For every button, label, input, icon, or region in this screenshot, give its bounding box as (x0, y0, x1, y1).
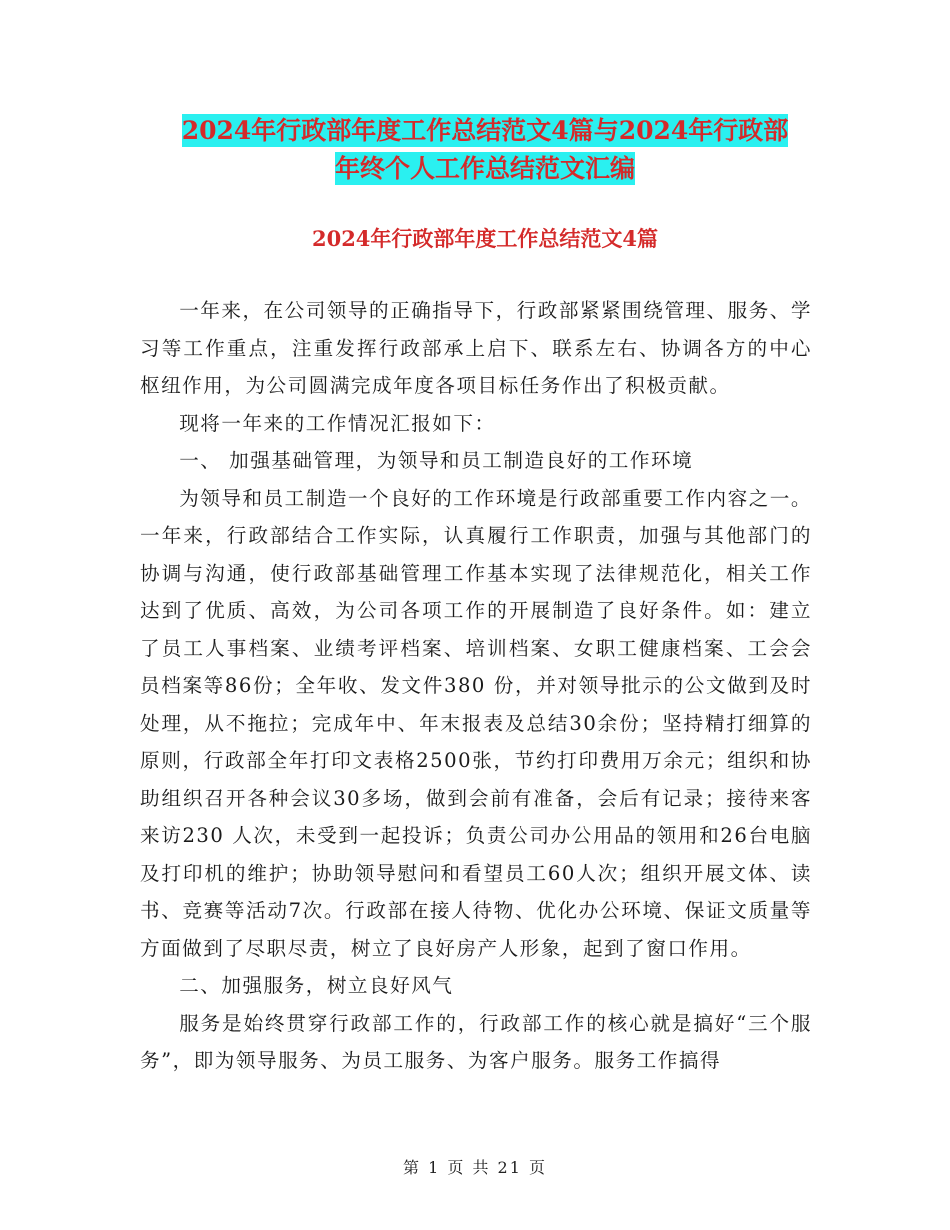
document-title-line-1: 2024年行政部年度工作总结范文4篇与2024年行政部 (181, 116, 789, 145)
paragraph: 为领导和员工制造一个良好的工作环境是行政部重要工作内容之一。一年来，行政部结合工作实际，认真履行工作职责，加强与其他部门的协调与沟通，使行政部基础管理工作基本实现了法律规范化，相关工作达到了优质、高效，为公司各项工作的开展制造了良好条件。如：建立了员工人事档案、业绩考评档案、培训档案、女职工健康档案、工会会员档案等86份；全年收、发文件380 份，并对领导批示的公文做到及时处理，从不拖拉；完成年中、年末报表及总结30余份；坚持精打细算的原则，行政部全年打印文表格2500张，节约打印费用万余元；组织和协助组织召开各种会议30多场，做到会前有准备，会后有记录；接待来客来访230 人次，未受到一起投诉；负责公司办公用品的领用和26台电脑及打印机的维护；协助领导慰问和看望员工60人次；组织开展文体、读书、竞赛等活动7次。行政部在接人待物、优化办公环境、保证文质量等方面做到了尽职尽责，树立了良好房产人形象，起到了窗口作用。 (140, 486, 812, 960)
document-title (140, 112, 830, 188)
document-body (140, 292, 812, 1080)
paragraph-heading: 二、加强服务，树立良好风气 (179, 974, 454, 997)
page-footer: 第 1 页 共 21 页 (403, 1158, 547, 1177)
document-title-line-2: 年终个人工作总结范文汇编 (334, 154, 635, 183)
section-title: 2024年行政部年度工作总结范文4篇 (311, 226, 659, 251)
paragraph: 现将一年来的工作情况汇报如下： (179, 411, 496, 435)
paragraph-heading: 一、 加强基础管理，为领导和员工制造良好的工作环境 (179, 449, 694, 472)
paragraph: 服务是始终贯穿行政部工作的，行政部工作的核心就是搞好“三个服务”，即为领导服务、为员工服务、为客户服务。服务工作搞得 (140, 1011, 812, 1072)
paragraph: 一年来，在公司领导的正确指导下，行政部紧紧围绕管理、服务、学习等工作重点，注重发挥行政部承上启下、联系左右、协调各方的中心枢纽作用，为公司圆满完成年度各项目标任务作出了积极贡献。 (140, 299, 812, 397)
